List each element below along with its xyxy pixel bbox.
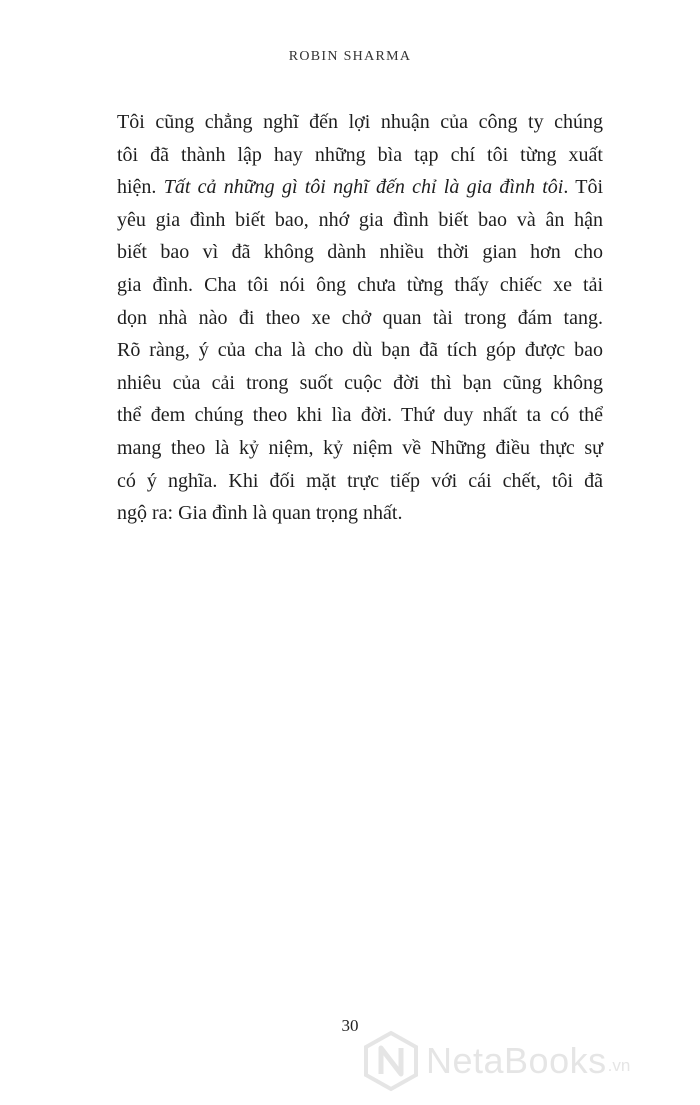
text-line: biết bao vì đã không dành nhiều thời gian hơn cho: [117, 241, 603, 264]
text-line: có ý nghĩa. Khi đối mặt trực tiếp với cái chết, tôi đã: [117, 469, 603, 492]
text-line: Tôi cũng chẳng nghĩ đến lợi nhuận của công ty chúng: [117, 111, 603, 133]
text-line: thể đem chúng theo khi lìa đời. Thứ duy nhất ta có thể: [117, 404, 603, 427]
netabooks-logo-icon: [362, 1030, 420, 1092]
text-line: Rõ ràng, ý của cha là cho dù bạn đã tích góp được bao: [117, 339, 603, 362]
italic-text-run: Tất cả những gì tôi nghĩ đến chỉ là gia đình tôi: [163, 176, 564, 199]
text-line: dọn nhà nào đi theo xe chở quan tài trong đám tang.: [117, 306, 603, 329]
watermark-suffix: .vn: [607, 1056, 631, 1075]
text-line: [117, 171, 603, 204]
running-header: ROBIN SHARMA: [288, 49, 412, 64]
text-line: nhiêu của cải trong suốt cuộc đời thì bạn cũng không: [117, 371, 603, 394]
body-paragraph: [117, 106, 603, 530]
text-run: hiện.: [117, 176, 164, 199]
page-number: 30: [341, 1016, 359, 1035]
watermark: [362, 1030, 630, 1092]
text-line: gia đình. Cha tôi nói ông chưa từng thấy chiếc xe tải: [117, 273, 603, 296]
text-line: yêu gia đình biết bao, nhớ gia đình biết bao và ân hận: [117, 208, 603, 231]
text-line: mang theo là kỷ niệm, kỷ niệm về Những điều thực sự: [117, 436, 603, 459]
text-run: . Tôi: [563, 176, 603, 199]
watermark-brand: NetaBooks: [426, 1040, 607, 1081]
text-line: tôi đã thành lập hay những bìa tạp chí tôi từng xuất: [117, 143, 603, 166]
text-line: ngộ ra: Gia đình là quan trọng nhất.: [117, 502, 403, 525]
